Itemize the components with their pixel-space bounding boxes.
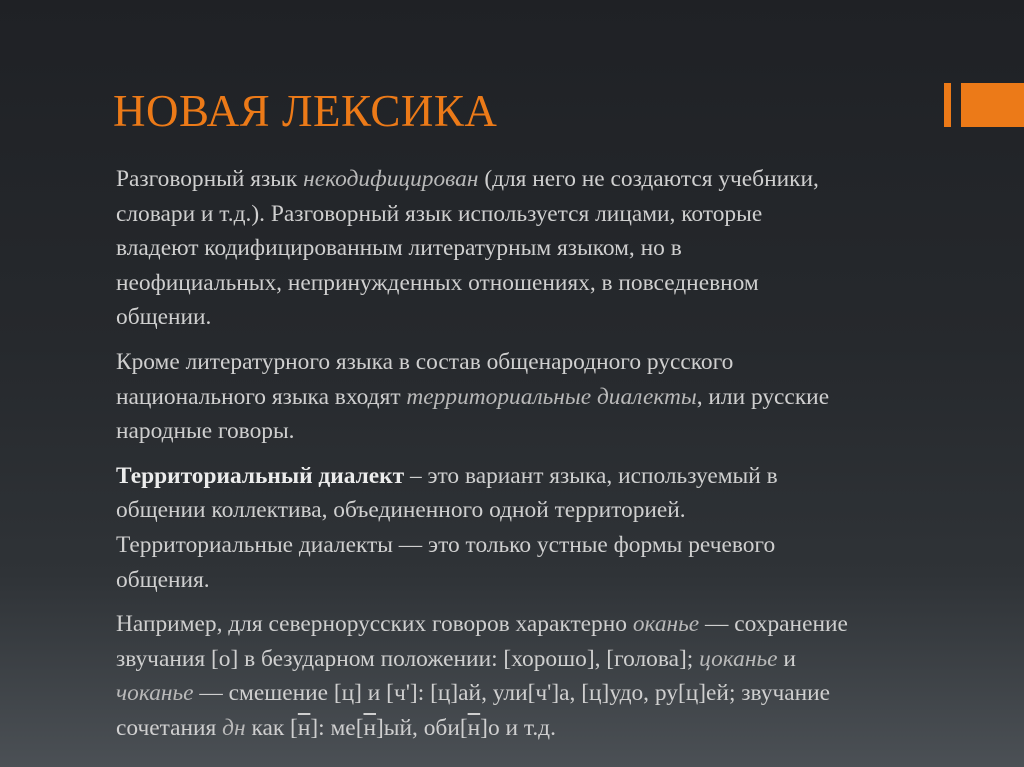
term-territorial-dialect: Территориальный диалект [116, 462, 405, 489]
accent-bar-thin [944, 83, 951, 127]
paragraph-1: Разговорный язык некодифицирован (для него не создаются учебники, словари и т.д.). Разговорный язык используется лицами, которые владеют кодифицированным литературным языком, но в неофициальных, непринужденных отношениях, в повседневном общении. [116, 166, 819, 331]
paragraph-2: Кроме литературного языка в состав общенародного русского национального языка входят территориальные диалекты, или русские народные говоры. [116, 348, 830, 445]
paragraph-4: Например, для севернорусских говоров характерно оканье — сохранение звучания [о] в безударном положении: [хорошо], [голова]; цоканье и чоканье — смешение [ц] и [ч']: [ц]ай, ули[ч']а, [ц]удо, ру[ц]ей; звучание сочетания дн как [н]: ме[н]ый, оби[н]о и т.д. [116, 611, 848, 741]
term-okanye: оканье [632, 611, 700, 638]
long-n: н [297, 714, 311, 741]
accent-bar-thick [961, 83, 1024, 127]
term-dn: дн [222, 714, 246, 741]
term-territorial-dialects: территориальные диалекты [406, 383, 697, 410]
slide-title: НОВАЯ ЛЕКСИКА [113, 86, 498, 136]
term-nekodificirovan: некодифицирован [303, 166, 479, 192]
long-n: н [467, 714, 481, 741]
slide-body [116, 162, 1016, 756]
term-tsokanye: цоканье [699, 645, 778, 672]
term-chokanye: чоканье [116, 680, 194, 707]
paragraph-3: Территориальный диалект – это вариант языка, используемый в общении коллектива, объединенного одной территорией. Территориальные диалекты — это только устные формы речевого общения. [116, 462, 778, 593]
long-n: н [363, 714, 377, 741]
